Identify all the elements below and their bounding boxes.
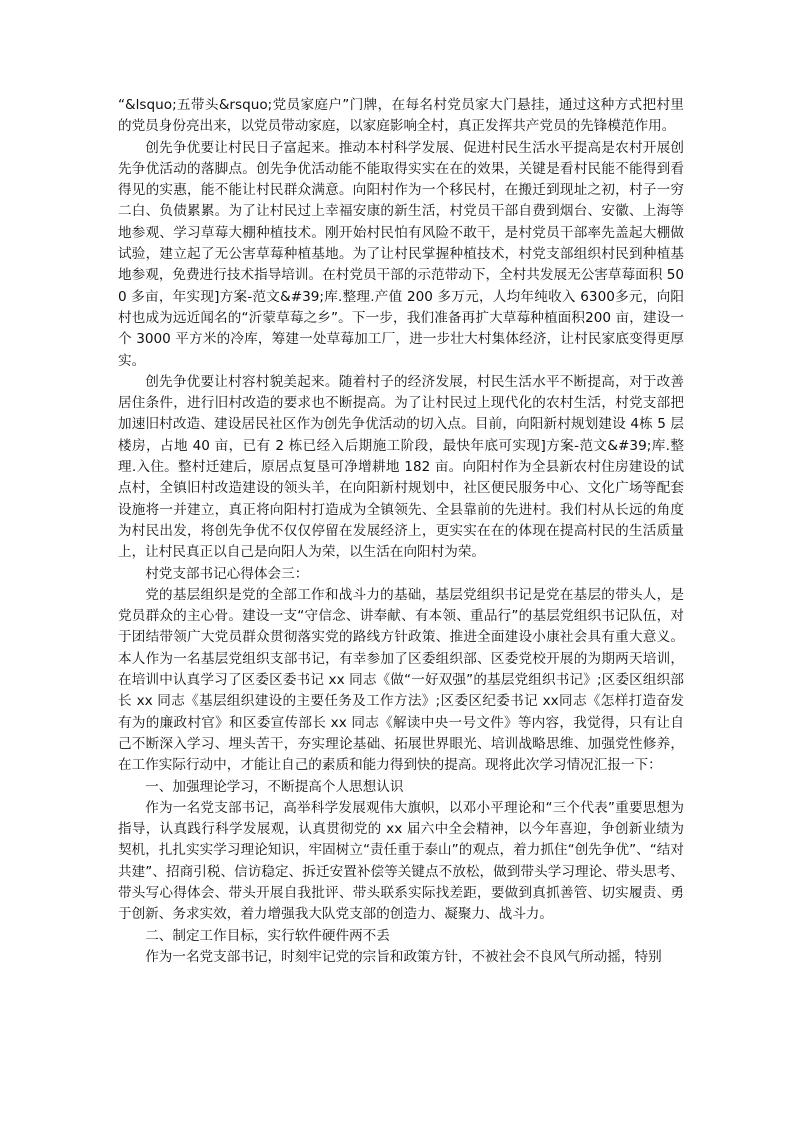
document-body xyxy=(118,95,684,968)
paragraph: 作为一名党支部书记，时刻牢记党的宗旨和政策方针，不被社会不良风气所动摇，特别 xyxy=(145,948,662,965)
section-heading: 一、加强理论学习，不断提高个人思想认识 xyxy=(145,778,404,795)
paragraph: 创先争优要让村容村貌美起来。随着村子的经济发展，村民生活水平不断提高，对于改善居住条件，进行旧村改造的要求也不断提高。为了让村民过上现代化的农村生活，村党支部把加速旧村改造、建设居民社区作为创先争优活动的切入点。目前，向阳新村规划建设 4栋 5 层楼房，占地 40 亩，已有 2 栋已经入后期施工阶段，最快年底可实现]方案-范文&#39;库.整理.入住。整村迁建后，原居点复垦可净增耕地 182 亩。向阳村作为全县新农村住房建设的试点村，全镇旧村改造建设的领头羊，在向阳新村规划中，社区便民服务中心、文化广场等配套设施将一并建立，真正将向阳村打造成为全镇领先、全县靠前的先进村。我们村从长远的角度为村民出发，将创先争优不仅仅停留在发展经济上，更实实在在的体现在提高村民的生活质量上，让村民真正以自己是向阳人为荣，以生活在向阳村为荣。 xyxy=(118,373,684,561)
section-title: 村党支部书记心得体会三： xyxy=(145,565,309,582)
paragraph: 创先争优要让村民日子富起来。推动本村科学发展、促进村民生活水平提高是农村开展创先争优活动的落脚点。创先争优活动能不能取得实实在在的效果，关键是看村民能不能得到看得见的实惠，能不能让村民群众满意。向阳村作为一个移民村，在搬迁到现址之初，村子一穷二白、负债累累。为了让村民过上幸福安康的新生活，村党员干部自费到烟台、安徽、上海等地参观、学习草莓大棚种植技术。刚开始村民怕有风险不敢干，是村党员干部率先盖起大棚做试验，建立起了无公害草莓种植基地。为了让村民掌握种植技术，村党支部组织村民到种植基地参观，免费进行技术指导培训。在村党员干部的示范带动下，全村共发展无公害草莓面积 500 多亩，年实现]方案-范文&#39;库.整理.产值 200 多万元，人均年纯收入 6300多元，向阳村也成为远近闻名的“沂蒙草莓之乡”。下一步，我们准备再扩大草莓种植面积200 亩，建设一个 3000 平方米的冷库，筹建一处草莓加工厂，进一步壮大村集体经济，让村民家底变得更厚实。 xyxy=(118,139,684,369)
section-heading: 二、制定工作目标，实行软件硬件两不丢 xyxy=(145,927,390,944)
paragraph: 党的基层组织是党的全部工作和战斗力的基础，基层党组织书记是党在基层的带头人，是党员群众的主心骨。建设一支“守信念、讲奉献、有本领、重品行”的基层党组织书记队伍，对于团结带领广大党员群众贯彻落实党的路线方针政策、推进全面建设小康社会具有重大意义。本人作为一名基层党组织支部书记，有幸参加了区委组织部、区委党校开展的为期两天培训，在培训中认真学习了区委区委书记 xx 同志《做“一好双强”的基层党组织书记》;区委区组织部长 xx 同志《基层组织建设的主要任务及工作方法》;区委区纪委书记 xx同志《怎样打造奋发有为的廉政村官》和区委宣传部长 xx 同志《解读中央一号文件》等内容，我觉得，只有让自己不断深入学习、埋头苦干，夯实理论基础、拓展世界眼光、培训战略思维、加强党性修养，在工作实际行动中，才能让自己的素质和能力得到快的提高。现将此次学习情况汇报一下： xyxy=(118,586,684,774)
paragraph: 作为一名党支部书记，高举科学发展观伟大旗帜，以邓小平理论和“三个代表”重要思想为指导，认真践行科学发展观，认真贯彻党的 xx 届六中全会精神，以今年喜迎，争创新业绩为契机，扎扎实实学习理论知识，牢固树立“责任重于泰山”的观点，着力抓住“创先争优”、“结对共建”、招商引税、信访稳定、拆迁安置补偿等关键点不放松，做到带头学习理论、带头思考、带头写心得体会、带头开展自我批评、带头联系实际找差距，要做到真抓善管、切实履责、勇于创新、务求实效，着力增强我大队党支部的创造力、凝聚力、战斗力。 xyxy=(118,799,684,923)
paragraph: “&lsquo;五带头&rsquo;党员家庭户”门牌，在每名村党员家大门悬挂，通过这种方式把村里的党员身份亮出来，以党员带动家庭，以家庭影响全村，真正发挥共产党员的先锋模范作用。 xyxy=(118,97,684,135)
